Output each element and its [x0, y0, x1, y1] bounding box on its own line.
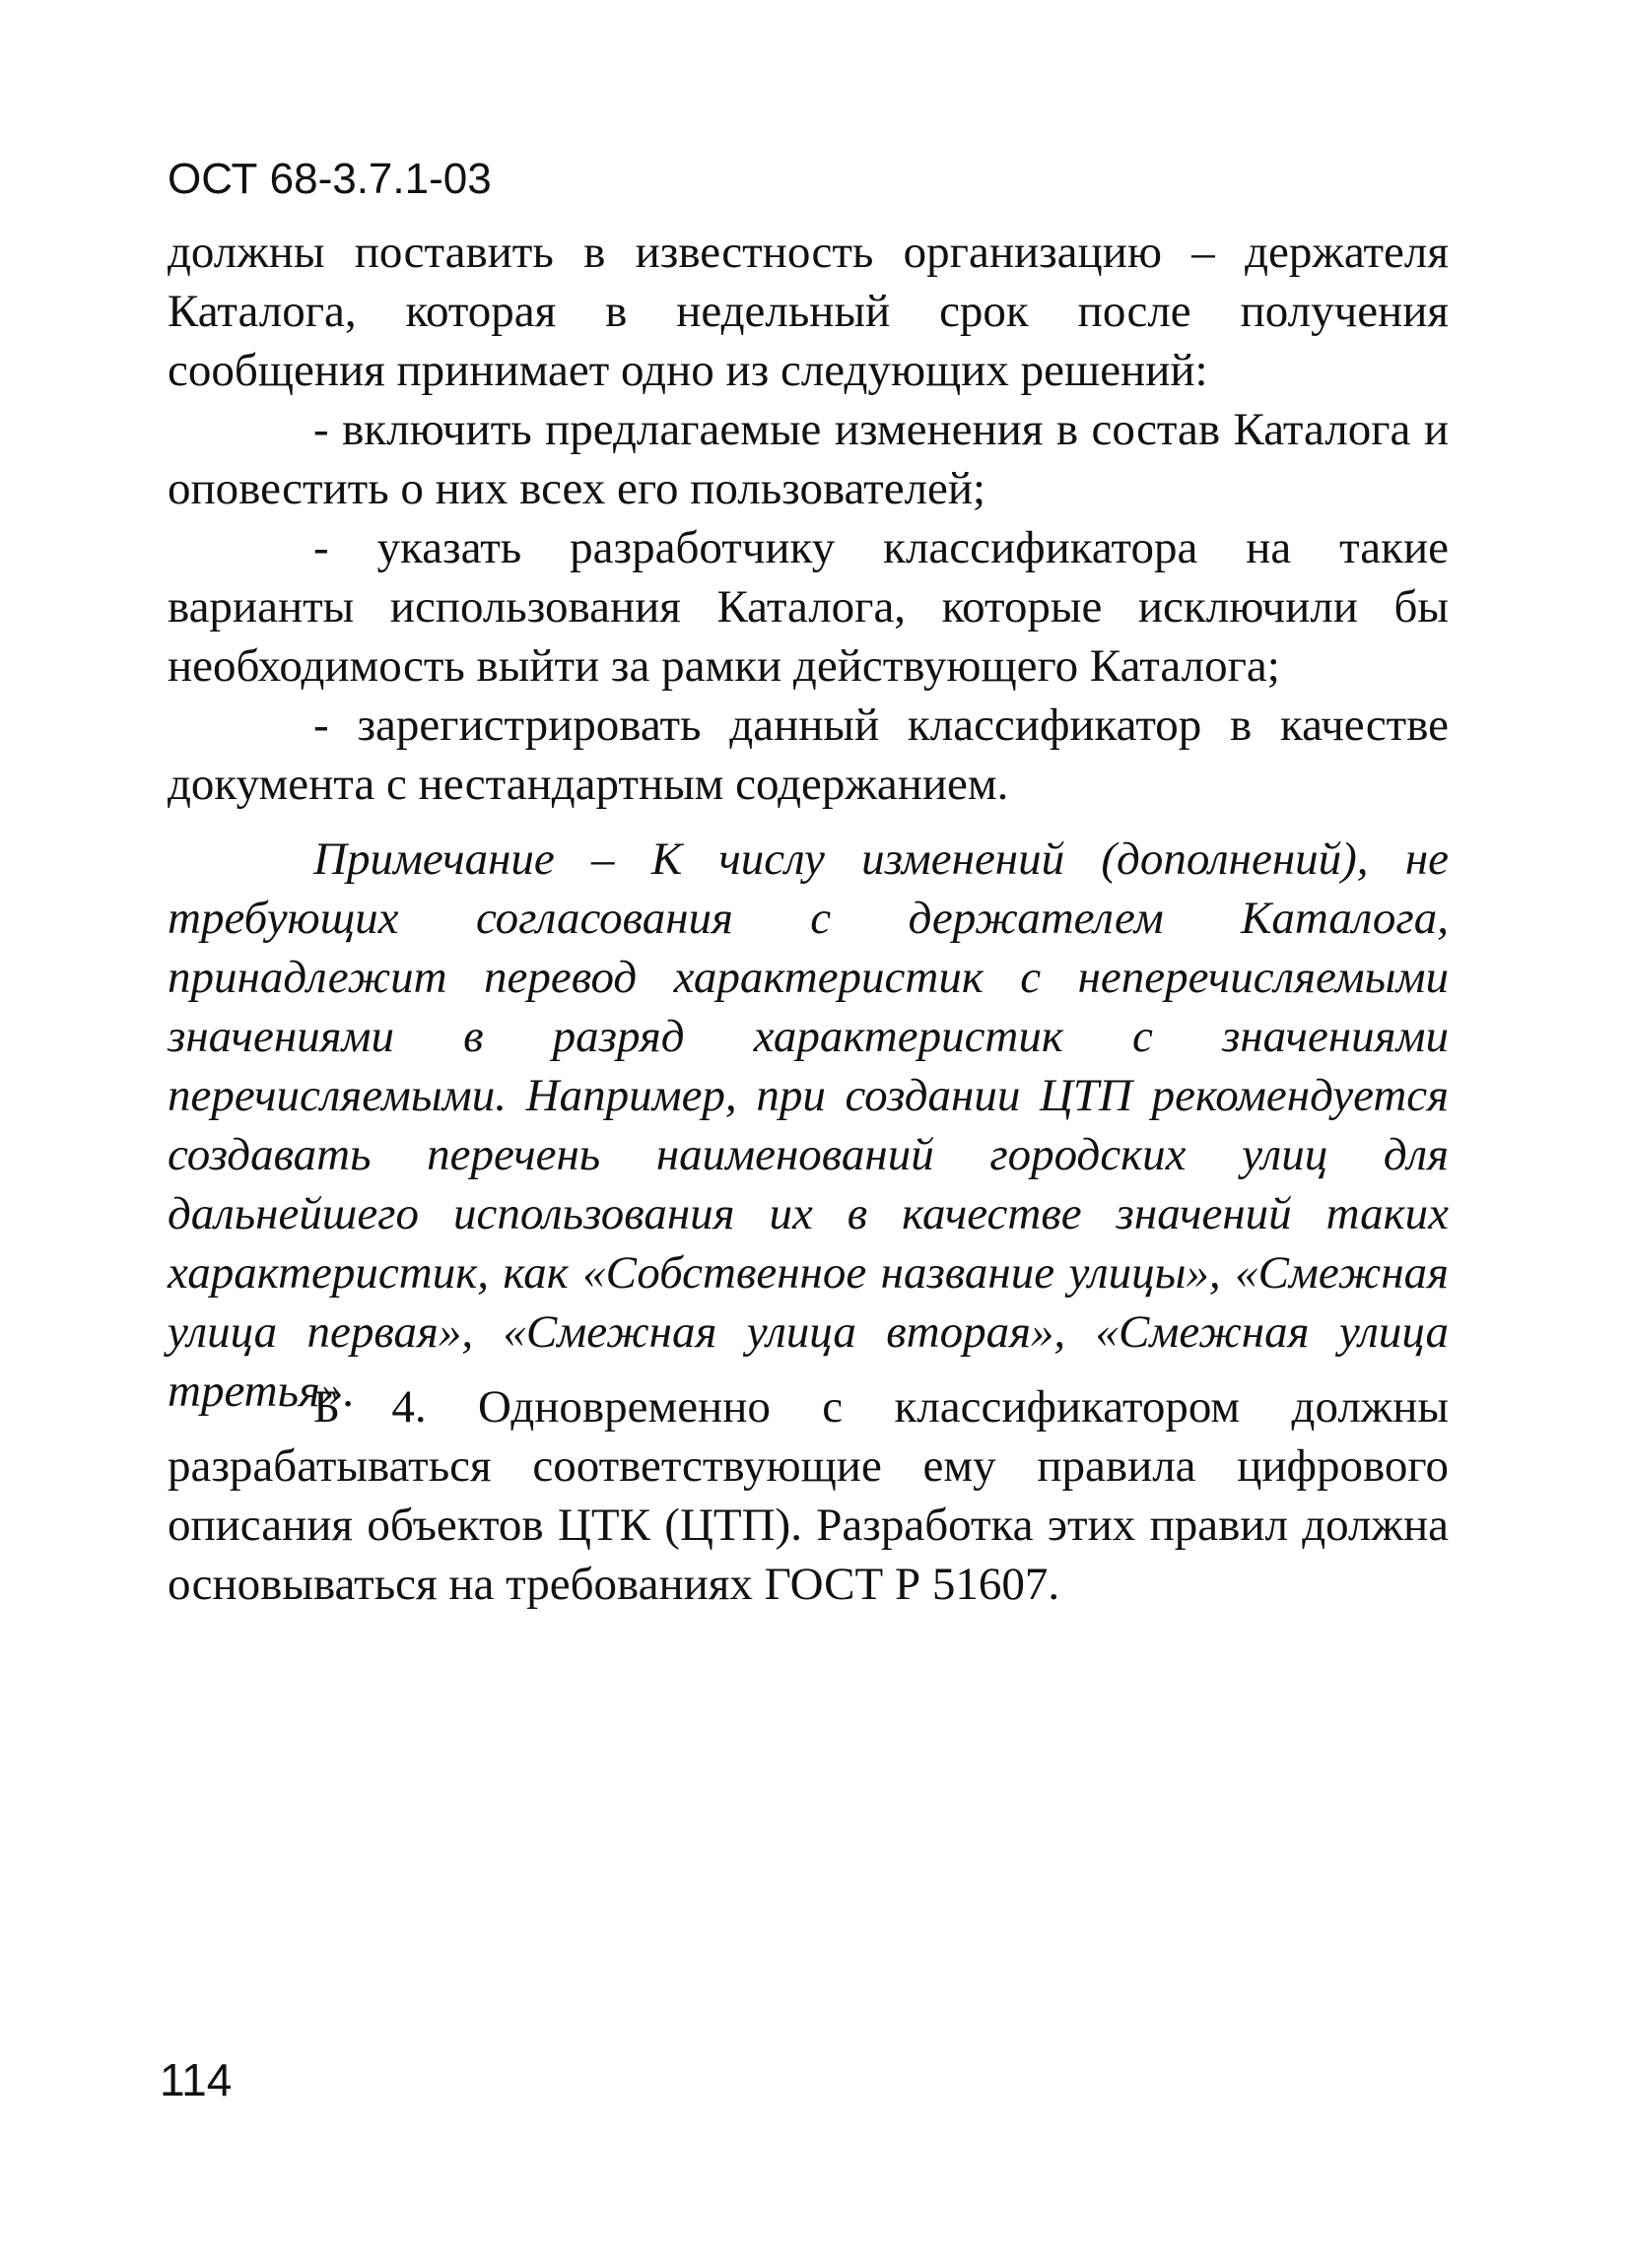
- decision-list: [168, 400, 1449, 814]
- list-item: - включить предлагаемые изменения в состав Каталога и оповестить о них всех его пользователей;: [168, 404, 1449, 514]
- intro-text: должны поставить в известность организацию – держателя Каталога, которая в недельный срок после получения сообщения принимает одно из следующих решений:: [168, 227, 1449, 396]
- document-code: ОСТ 68-3.7.1-03: [168, 155, 492, 203]
- section-b4: [168, 1377, 1449, 1614]
- note-block: [168, 830, 1449, 1421]
- list-item: - указать разработчику классификатора на такие варианты использования Каталога, которые исключили бы необходимость выйти за рамки действующего Каталога;: [168, 522, 1449, 692]
- note-text: Примечание – К числу изменений (дополнений), не требующих согласования с держателем Каталога, принадлежит перевод характеристик с неперечисляемыми значениями в разряд характеристик с значениями перечисляемыми. Например, при создании ЦТП рекомендуется создавать перечень наименований городских улиц для дальнейшего использования их в качестве значений таких характеристик, как «Собственное название улицы», «Смежная улица первая», «Смежная улица вторая», «Смежная улица третья».: [168, 834, 1449, 1417]
- section-b4-text: Б 4. Одновременно с классификатором должны разрабатываться соответствующие ему правила цифрового описания объектов ЦТК (ЦТП). Разработка этих правил должна основываться на требованиях ГОСТ Р 51607.: [168, 1381, 1449, 1610]
- page-number: 114: [160, 2054, 233, 2105]
- list-item: - зарегистрировать данный классификатор в качестве документа с нестандартным содержанием.: [168, 700, 1449, 810]
- intro-paragraph: [168, 223, 1449, 400]
